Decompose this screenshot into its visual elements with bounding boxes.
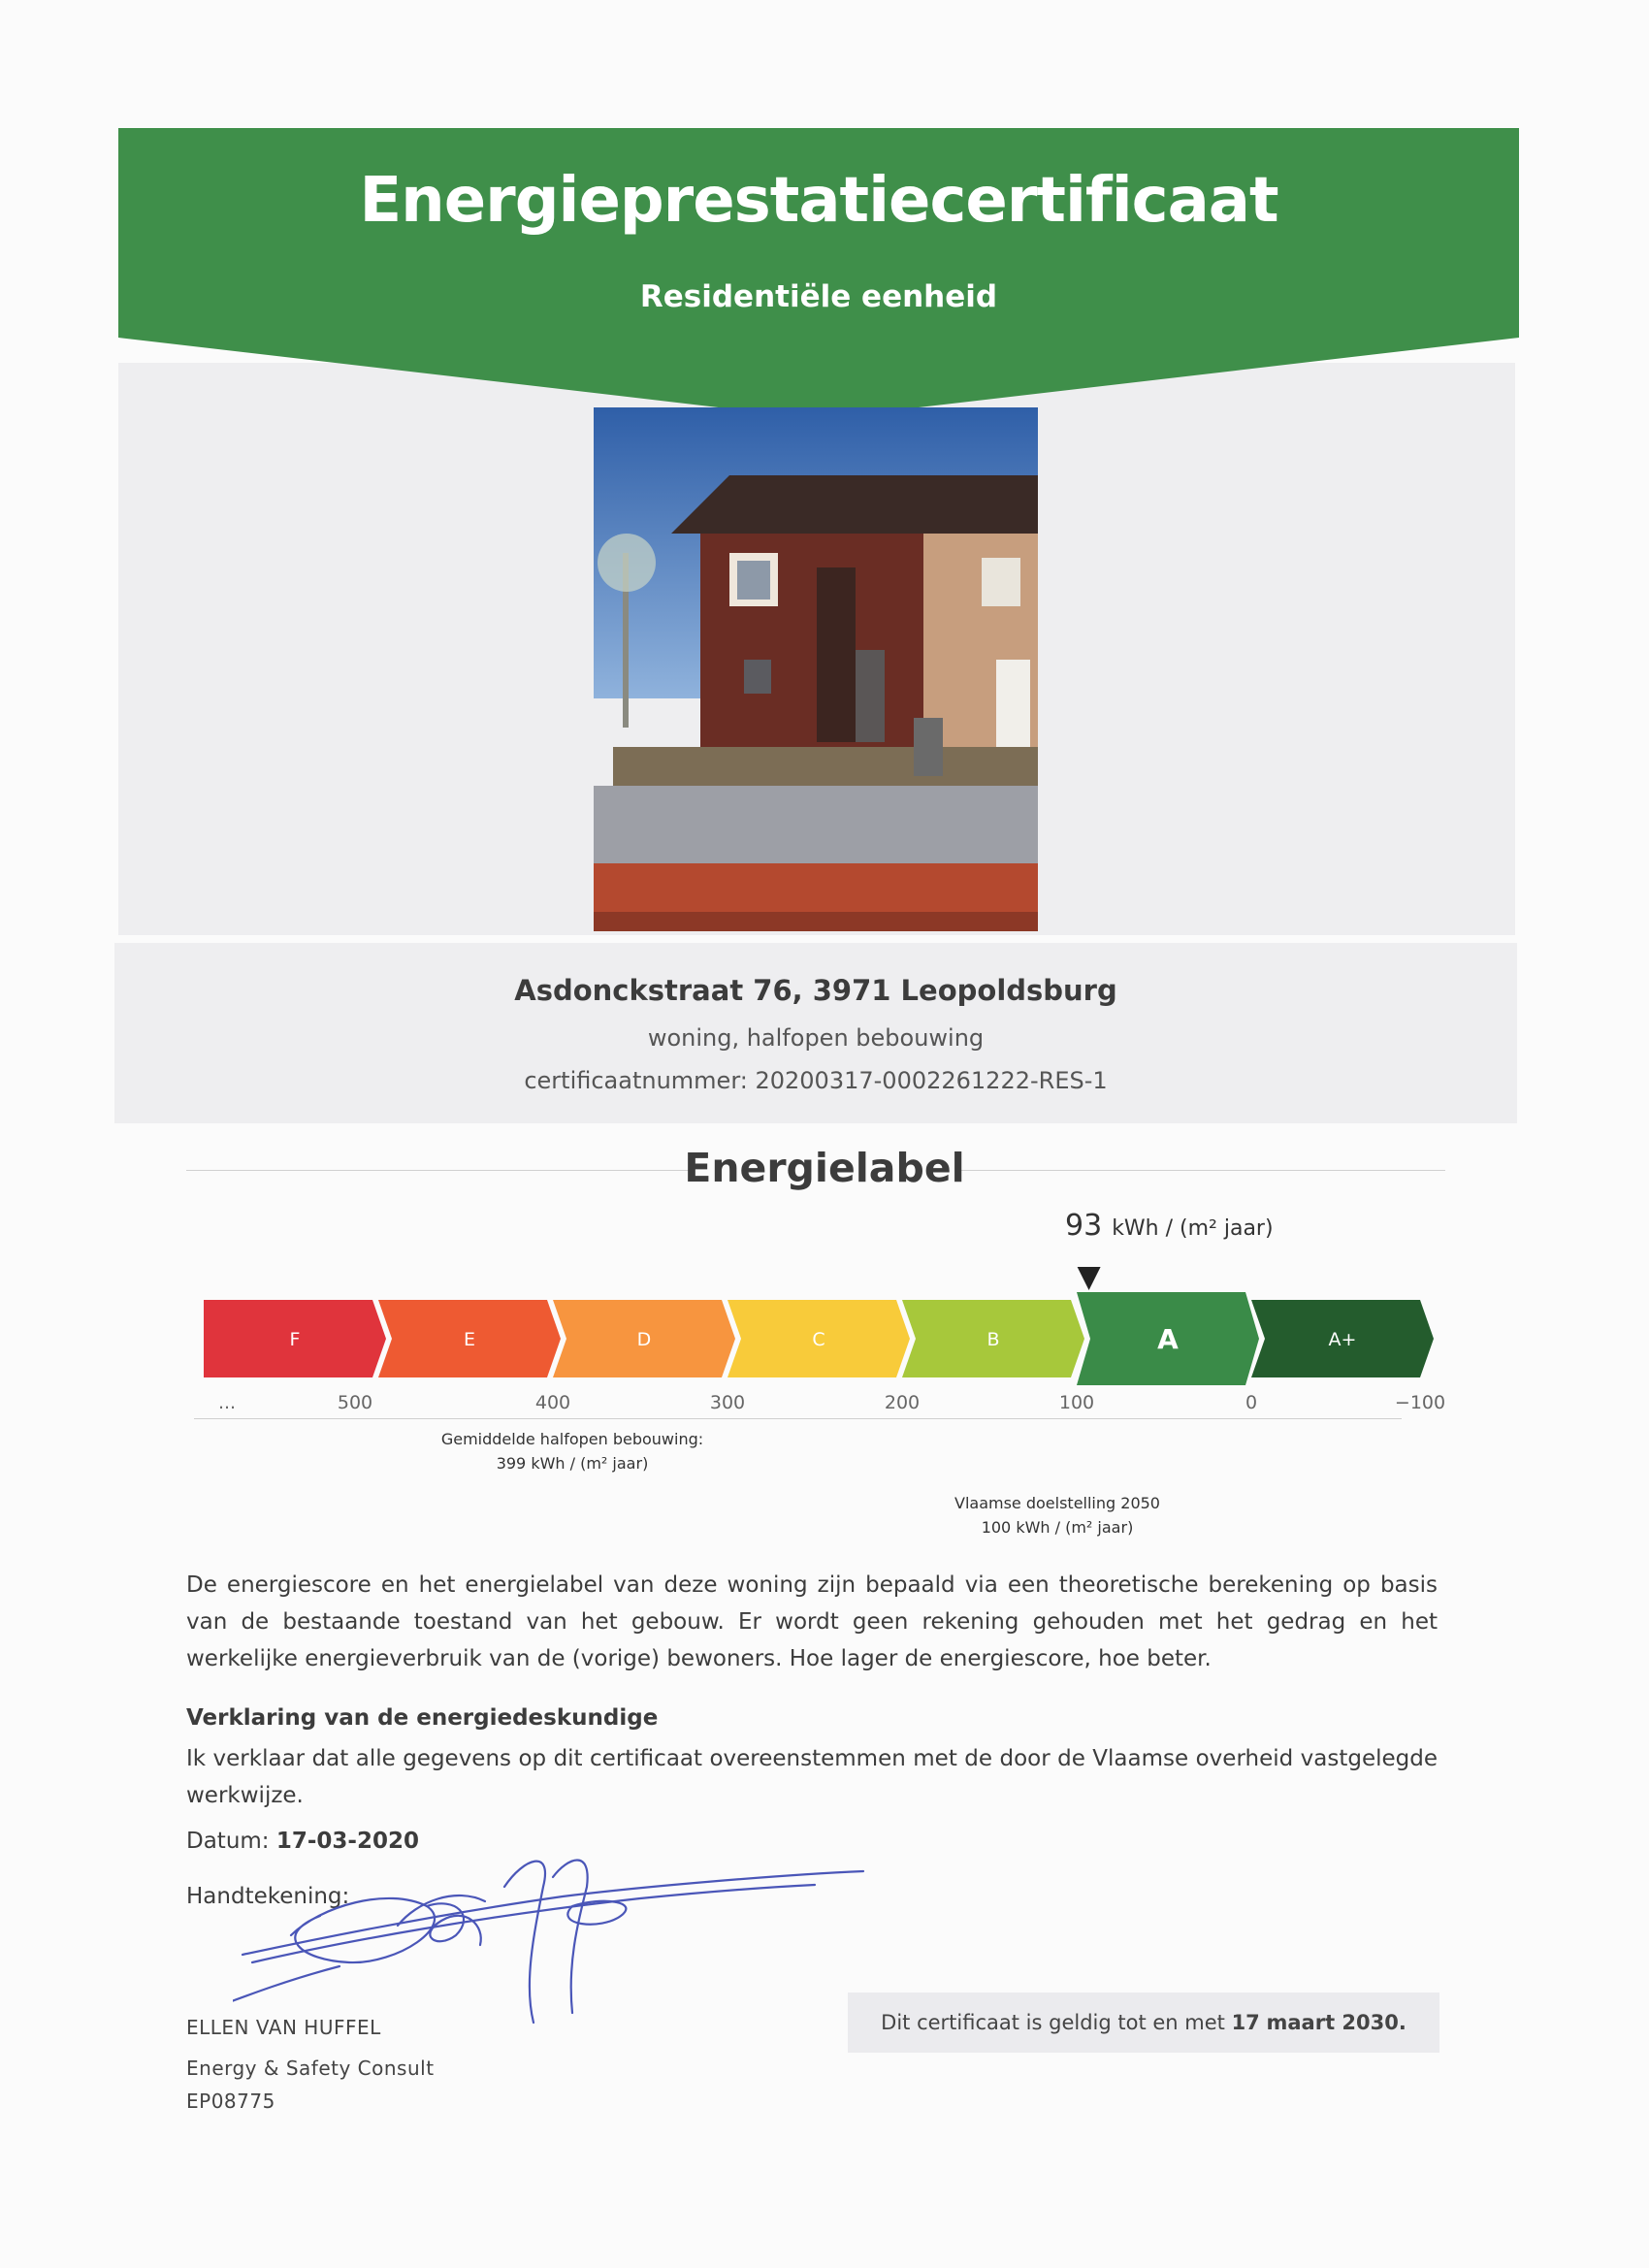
date-value: 17-03-2020 <box>275 1829 419 1854</box>
validity-month-year: maart 2030. <box>1266 2011 1406 2034</box>
target-reference <box>922 1494 1193 1537</box>
energy-class-label: A <box>1157 1323 1179 1355</box>
scale-tick-label: ... <box>217 1392 237 1413</box>
address-box <box>114 943 1517 1123</box>
validity-day: 17 <box>1231 2011 1260 2034</box>
explanation-paragraph: De energiescore en het energielabel van deze woning zijn bepaald via een theoretische berekening op basis van de bestaande toestand van het gebouw. Er wordt geen rekening gehouden met het gedrag en het werkelijke energieverbruik van de (vorige) bewoners. Hoe lager de energiescore, hoe beter. <box>186 1572 1438 1671</box>
signature-label: Handtekening: <box>186 1884 350 1909</box>
energy-score-value: 93 <box>1065 1209 1103 1243</box>
energy-class-label: A+ <box>1328 1329 1357 1350</box>
scale-tick-label: 200 <box>884 1392 921 1413</box>
page-subtitle: Residentiële eenheid <box>639 279 998 314</box>
scale-tick-label: 400 <box>534 1392 571 1413</box>
expert-id: EP08775 <box>186 2090 275 2113</box>
scale-tick-label: 500 <box>337 1392 373 1413</box>
target-label: Vlaamse doelstelling 2050 <box>954 1494 1160 1512</box>
signature-image <box>233 1848 873 2042</box>
scale-tick-label: 100 <box>1058 1392 1095 1413</box>
scale-baseline <box>194 1418 1402 1419</box>
energy-class-label: D <box>636 1329 652 1350</box>
average-value: 399 kWh / (m² jaar) <box>496 1454 649 1473</box>
energy-class-label: B <box>986 1329 1000 1350</box>
page-title: Energieprestatiecertificaat <box>359 165 1278 237</box>
property-address: Asdonckstraat 76, 3971 Leopoldsburg <box>514 974 1117 1007</box>
energy-score <box>1065 1209 1274 1243</box>
energy-class-label: F <box>289 1329 301 1350</box>
score-marker-icon <box>1078 1267 1101 1290</box>
energy-class-label: E <box>463 1329 476 1350</box>
validity-prefix: Dit certificaat is geldig tot en met <box>881 2011 1225 2034</box>
scale-tick-label: 0 <box>1245 1392 1258 1413</box>
energy-scale <box>194 1261 1455 1416</box>
property-type: woning, halfopen bebouwing <box>647 1024 985 1052</box>
energy-label-title: Energielabel <box>684 1145 965 1191</box>
target-value: 100 kWh / (m² jaar) <box>981 1518 1134 1537</box>
average-label: Gemiddelde halfopen bebouwing: <box>440 1430 704 1448</box>
declaration-heading: Verklaring van de energiedeskundige <box>186 1705 659 1731</box>
certificate-number: certificaatnummer: 20200317-0002261222-RES-1 <box>524 1067 1108 1094</box>
house-photo <box>594 407 1038 931</box>
declaration-text: Ik verklaar dat alle gegevens op dit certificaat overeenstemmen met de door de Vlaamse overheid vastgelegde werkwijze. <box>186 1746 1438 1808</box>
date-label: Datum: <box>186 1829 270 1854</box>
scale-tick-label: −100 <box>1394 1392 1446 1413</box>
expert-name: ELLEN VAN HUFFEL <box>186 2016 381 2039</box>
average-reference <box>407 1430 737 1473</box>
energy-score-unit: kWh / (m² jaar) <box>1112 1216 1274 1241</box>
energy-class-label: C <box>812 1329 825 1350</box>
expert-company: Energy & Safety Consult <box>186 2057 435 2080</box>
validity-notice <box>848 1993 1439 2053</box>
scale-tick-label: 300 <box>709 1392 746 1413</box>
